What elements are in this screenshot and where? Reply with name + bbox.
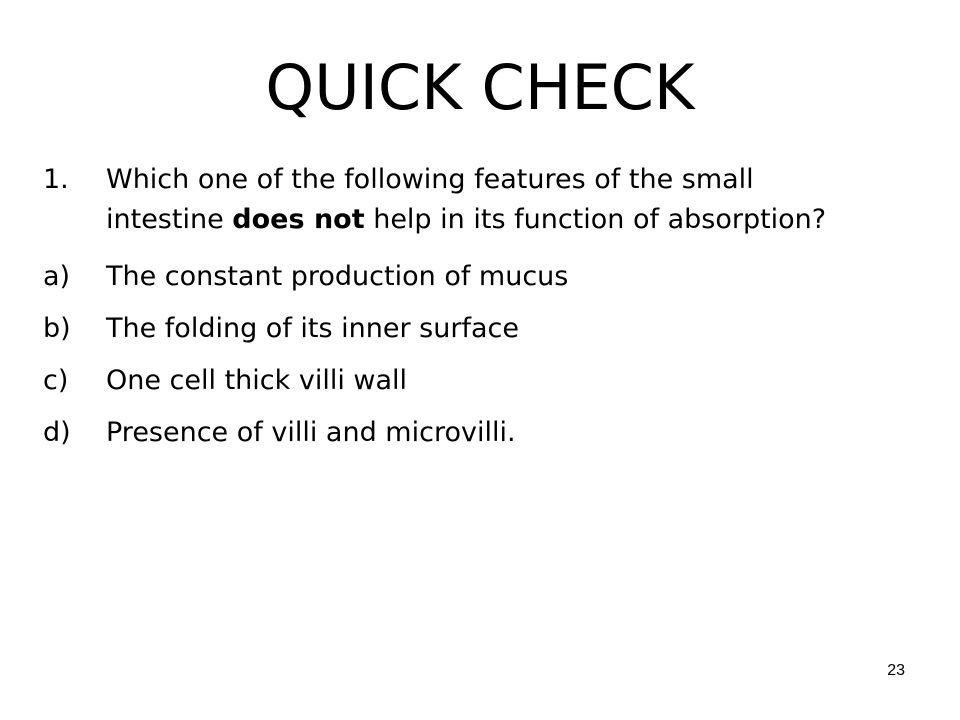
option-marker: a) bbox=[43, 261, 71, 292]
option-marker: d) bbox=[43, 417, 71, 448]
option-b bbox=[43, 309, 863, 349]
question-number: 1. bbox=[43, 164, 69, 195]
option-c bbox=[43, 361, 863, 401]
question-text bbox=[106, 160, 863, 240]
option-text: One cell thick villi wall bbox=[106, 365, 408, 396]
option-text: The folding of its inner surface bbox=[106, 313, 519, 344]
question-1 bbox=[43, 160, 863, 240]
option-a bbox=[43, 257, 863, 297]
option-marker: c) bbox=[43, 365, 69, 396]
slide-title: QUICK CHECK bbox=[265, 51, 695, 124]
option-text: Presence of villi and microvilli. bbox=[106, 417, 516, 448]
question-text-end: help in its function of absorption? bbox=[364, 204, 827, 235]
option-marker: b) bbox=[43, 313, 71, 344]
page-number: 23 bbox=[887, 662, 905, 679]
slide-body bbox=[43, 160, 863, 465]
question-emphasis: does not bbox=[232, 204, 365, 235]
option-text: The constant production of mucus bbox=[106, 261, 569, 292]
question-text-start: Which one of the following features of the small intestine bbox=[106, 164, 754, 235]
option-d bbox=[43, 413, 863, 453]
answer-options bbox=[43, 257, 863, 453]
